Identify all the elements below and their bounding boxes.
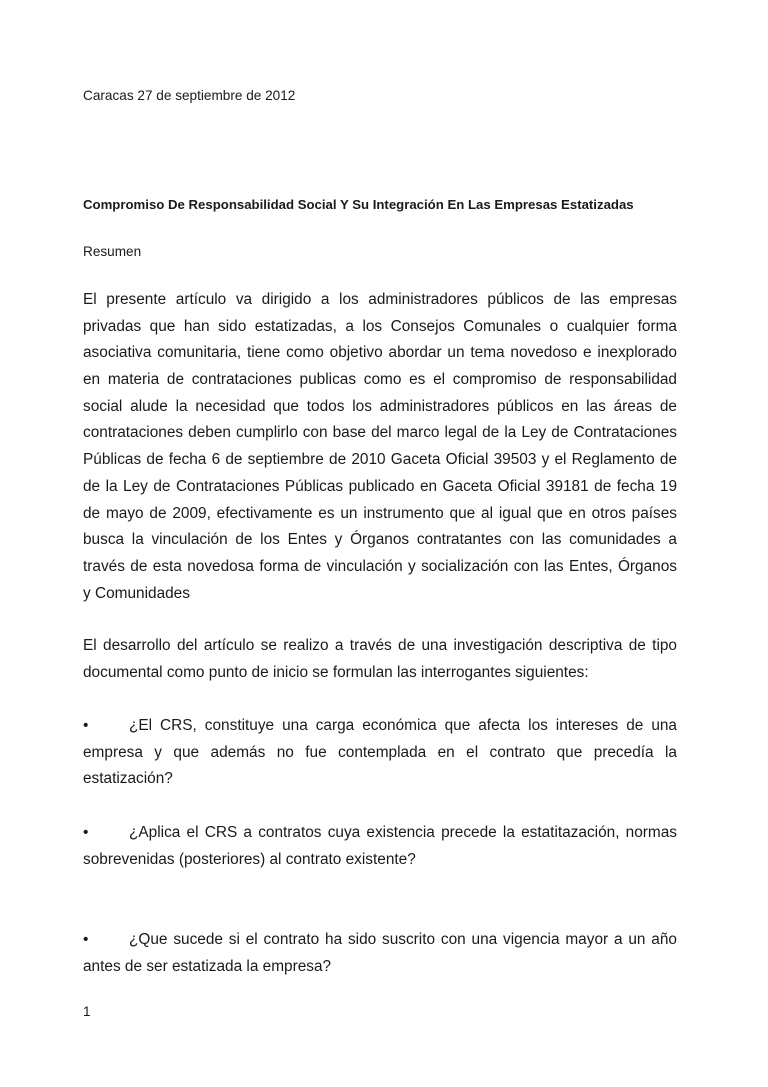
text-line: asociativa comunitaria, tiene como objetivo abordar un tema novedoso e inexplorado — [83, 344, 677, 362]
text-line: ¿Aplica el CRS a contratos cuya existencia precede la estatitazación, normas — [129, 824, 677, 841]
bullet-icon: • — [83, 824, 89, 841]
text-line: estatización? — [83, 770, 173, 788]
page-number: 1 — [83, 1004, 91, 1019]
text-line: y Comunidades — [83, 584, 190, 602]
abstract-paragraph — [83, 287, 677, 607]
text-line: de la Ley de Contrataciones Públicas publicado en Gaceta Oficial 39181 de fecha 19 — [83, 477, 677, 495]
text-line: sobrevenidas (posteriores) al contrato existente? — [83, 850, 416, 868]
question-bullet-1 — [83, 713, 677, 793]
question-bullet-2 — [83, 820, 677, 873]
text-line: documental como punto de inicio se formulan las interrogantes siguientes: — [83, 663, 589, 681]
text-line: ¿Que sucede si el contrato ha sido suscrito con una vigencia mayor a un año — [129, 931, 677, 948]
text-line: privadas que han sido estatizadas, a los Consejos Comunales o cualquier forma — [83, 317, 677, 335]
question-bullet-3 — [83, 927, 677, 980]
text-line: El desarrollo del artículo se realizo a través de una investigación descriptiva de tipo — [83, 637, 677, 654]
text-line: contrataciones deben cumplirlo con base del marco legal de la Ley de Contrataciones — [83, 424, 677, 442]
text-line: de mayo de 2009, efectivamente es un instrumento que al igual que en otros países — [83, 504, 677, 522]
text-line: en materia de contrataciones publicas como es el compromiso de responsabilidad — [83, 371, 677, 389]
text-line: El presente artículo va dirigido a los administradores públicos de las empresas — [83, 291, 677, 308]
document-title: Compromiso De Responsabilidad Social Y Su Integración En Las Empresas Estatizadas — [83, 197, 634, 212]
bullet-icon: • — [83, 931, 89, 948]
section-heading: Resumen — [83, 244, 142, 259]
method-paragraph — [83, 633, 677, 686]
text-line: empresa y que además no fue contemplada en el contrato que precedía la — [83, 743, 677, 761]
document-date: Caracas 27 de septiembre de 2012 — [83, 88, 296, 103]
text-line: busca la vinculación de los Entes y Órganos contratantes con las comunidades a — [83, 531, 677, 549]
bullet-icon: • — [83, 717, 89, 734]
text-line: social alude la necesidad que todos los administradores públicos en las áreas de — [83, 397, 677, 415]
text-line: ¿El CRS, constituye una carga económica que afecta los intereses de una — [129, 717, 677, 734]
text-line: través de esta novedosa forma de vinculación y socialización con las Entes, Órganos — [83, 557, 677, 575]
text-line: antes de ser estatizada la empresa? — [83, 957, 332, 975]
text-line: Públicas de fecha 6 de septiembre de 2010 Gaceta Oficial 39503 y el Reglamento de — [83, 451, 677, 469]
